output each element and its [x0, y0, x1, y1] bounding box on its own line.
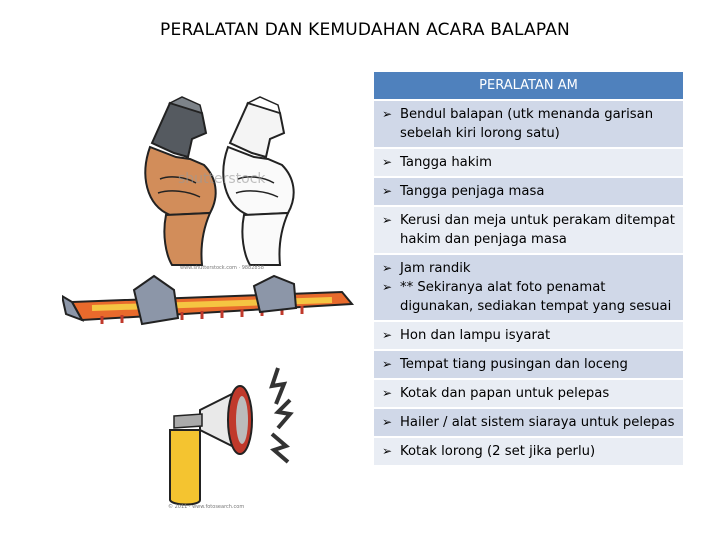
bullet-arrow-icon: ➢	[381, 155, 393, 169]
table-row: ➢ Kotak dan papan untuk pelepas	[374, 380, 683, 407]
bullet-arrow-icon: ➢	[381, 280, 393, 294]
bullet-arrow-icon: ➢	[381, 444, 393, 458]
bullet-arrow-icon: ➢	[381, 328, 393, 342]
table-row: ➢ Jam randik ➢ ** Sekiranya alat foto penamat digunakan, sediakan tempat yang sesuai	[374, 255, 683, 320]
table-row: ➢ Tangga hakim	[374, 149, 683, 176]
table-header: PERALATAN AM	[374, 72, 683, 99]
bullet-arrow-icon: ➢	[381, 107, 393, 121]
table-row: ➢ Bendul balapan (utk menanda garisan sebelah kiri lorong satu)	[374, 101, 683, 147]
bullet-arrow-icon: ➢	[381, 213, 393, 227]
starting-block-image	[62, 270, 362, 340]
page-title: PERALATAN DAN KEMUDAHAN ACARA BALAPAN	[160, 20, 570, 40]
bullet-arrow-icon: ➢	[381, 415, 393, 429]
table-row: ➢ Kerusi dan meja untuk perakam ditempat hakim dan penjaga masa	[374, 207, 683, 253]
equipment-table	[374, 72, 683, 465]
air-horn-image	[160, 350, 330, 510]
bullet-arrow-icon: ➢	[381, 184, 393, 198]
bullet-arrow-icon: ➢	[381, 386, 393, 400]
bullet-arrow-icon: ➢	[381, 261, 393, 275]
table-row: ➢ Hailer / alat sistem siaraya untuk pelepas	[374, 409, 683, 436]
table-row: ➢ Tangga penjaga masa	[374, 178, 683, 205]
shutterstock-watermark: shutterstock	[178, 171, 266, 187]
table-row: ➢ Tempat tiang pusingan dan loceng	[374, 351, 683, 378]
pistols-caption: www.shutterstock.com · 9882858	[180, 265, 264, 270]
starter-pistols-image	[130, 95, 330, 270]
table-row: ➢ Hon dan lampu isyarat	[374, 322, 683, 349]
table-row: ➢ Kotak lorong (2 set jika perlu)	[374, 438, 683, 465]
horn-caption: © 2011 · www.fotosearch.com	[168, 504, 245, 510]
bullet-arrow-icon: ➢	[381, 357, 393, 371]
